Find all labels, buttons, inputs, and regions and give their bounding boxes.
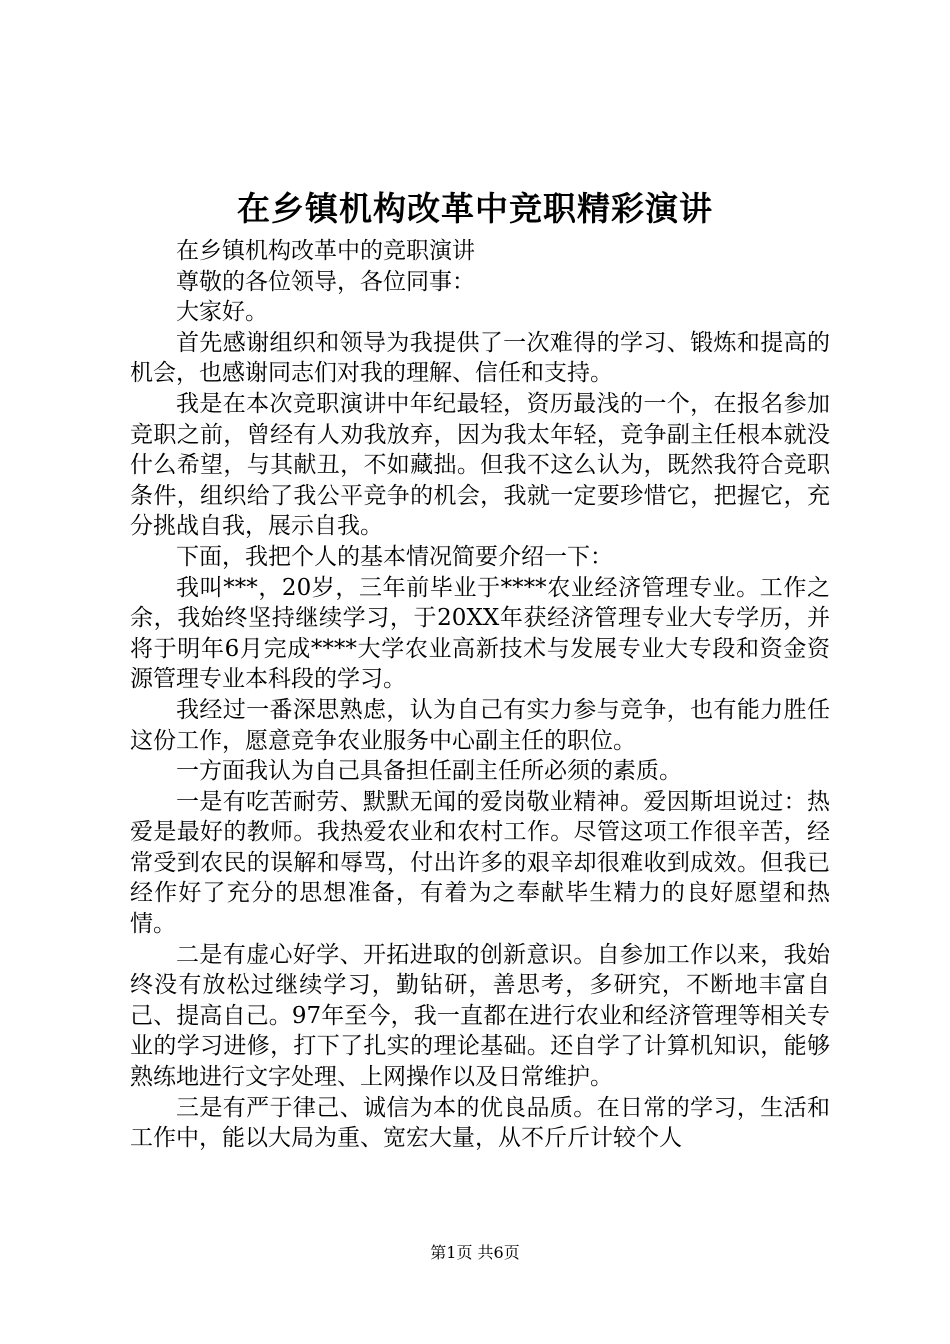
paragraph-intro-motivation: 我是在本次竞职演讲中年纪最轻，资历最浅的一个，在报名参加竞职之前，曾经有人劝我放弃，因为我太年轻，竞争副主任根本就没什么希望，与其献丑，不如藏拙。但我不这么认为，既然我符合竞职条件，组织给了我公平竞争的机会，我就一定要珍惜它，把握它，充分挑战自我，展示自我。 [130, 390, 830, 540]
paragraph-quality-two: 二是有虚心好学、开拓进取的创新意识。自参加工作以来，我始终没有放松过继续学习，勤钻研，善思考，多研究，不断地丰富自己、提高自己。97年至今，我一直都在进行农业和经济管理等相关专业的学习进修，打下了扎实的理论基础。还自学了计算机知识，能够熟练地进行文字处理、上网操作以及日常维护。 [130, 941, 830, 1091]
paragraph-greeting: 大家好。 [176, 299, 268, 326]
paragraph-quality-one: 一是有吃苦耐劳、默默无闻的爱岗敬业精神。爱因斯坦说过：热爱是最好的教师。我热爱农业和农村工作。尽管这项工作很辛苦，经常受到农民的误解和辱骂，付出许多的艰辛却很难收到成效。但我已经作好了充分的思想准备，有着为之奉献毕生精力的良好愿望和热情。 [130, 788, 830, 938]
paragraph-qualities-lead: 一方面我认为自己具备担任副主任所必须的素质。 [176, 758, 682, 785]
document-body [130, 236, 830, 1154]
paragraph-subtitle: 在乡镇机构改革中的竞职演讲 [176, 238, 475, 264]
paragraph-salutation: 尊敬的各位领导，各位同事： [176, 268, 475, 295]
paragraph-thanks: 首先感谢组织和领导为我提供了一次难得的学习、锻炼和提高的机会，也感谢同志们对我的理解、信任和支持。 [130, 329, 830, 387]
document-title: 在乡镇机构改革中竞职精彩演讲 [237, 189, 713, 228]
paragraph-decision: 我经过一番深思熟虑，认为自己有实力参与竞争，也有能力胜任这份工作，愿意竞争农业服务中心副主任的职位。 [130, 696, 830, 754]
paragraph-quality-three: 三是有严于律己、诚信为本的优良品质。在日常的学习，生活和工作中，能以大局为重、宽宏大量，从不斤斤计较个人 [130, 1094, 830, 1152]
paragraph-background: 我叫***，20岁，三年前毕业于****农业经济管理专业。工作之余，我始终坚持继续学习，于20XX年获经济管理专业大专学历，并将于明年6月完成****大学农业高新技术与发展专业大专段和资金资源管理专业本科段的学习。 [130, 574, 830, 693]
paragraph-intro-lead: 下面，我把个人的基本情况简要介绍一下： [176, 543, 613, 570]
page-number-footer: 第1页 共6页 [430, 1243, 520, 1262]
